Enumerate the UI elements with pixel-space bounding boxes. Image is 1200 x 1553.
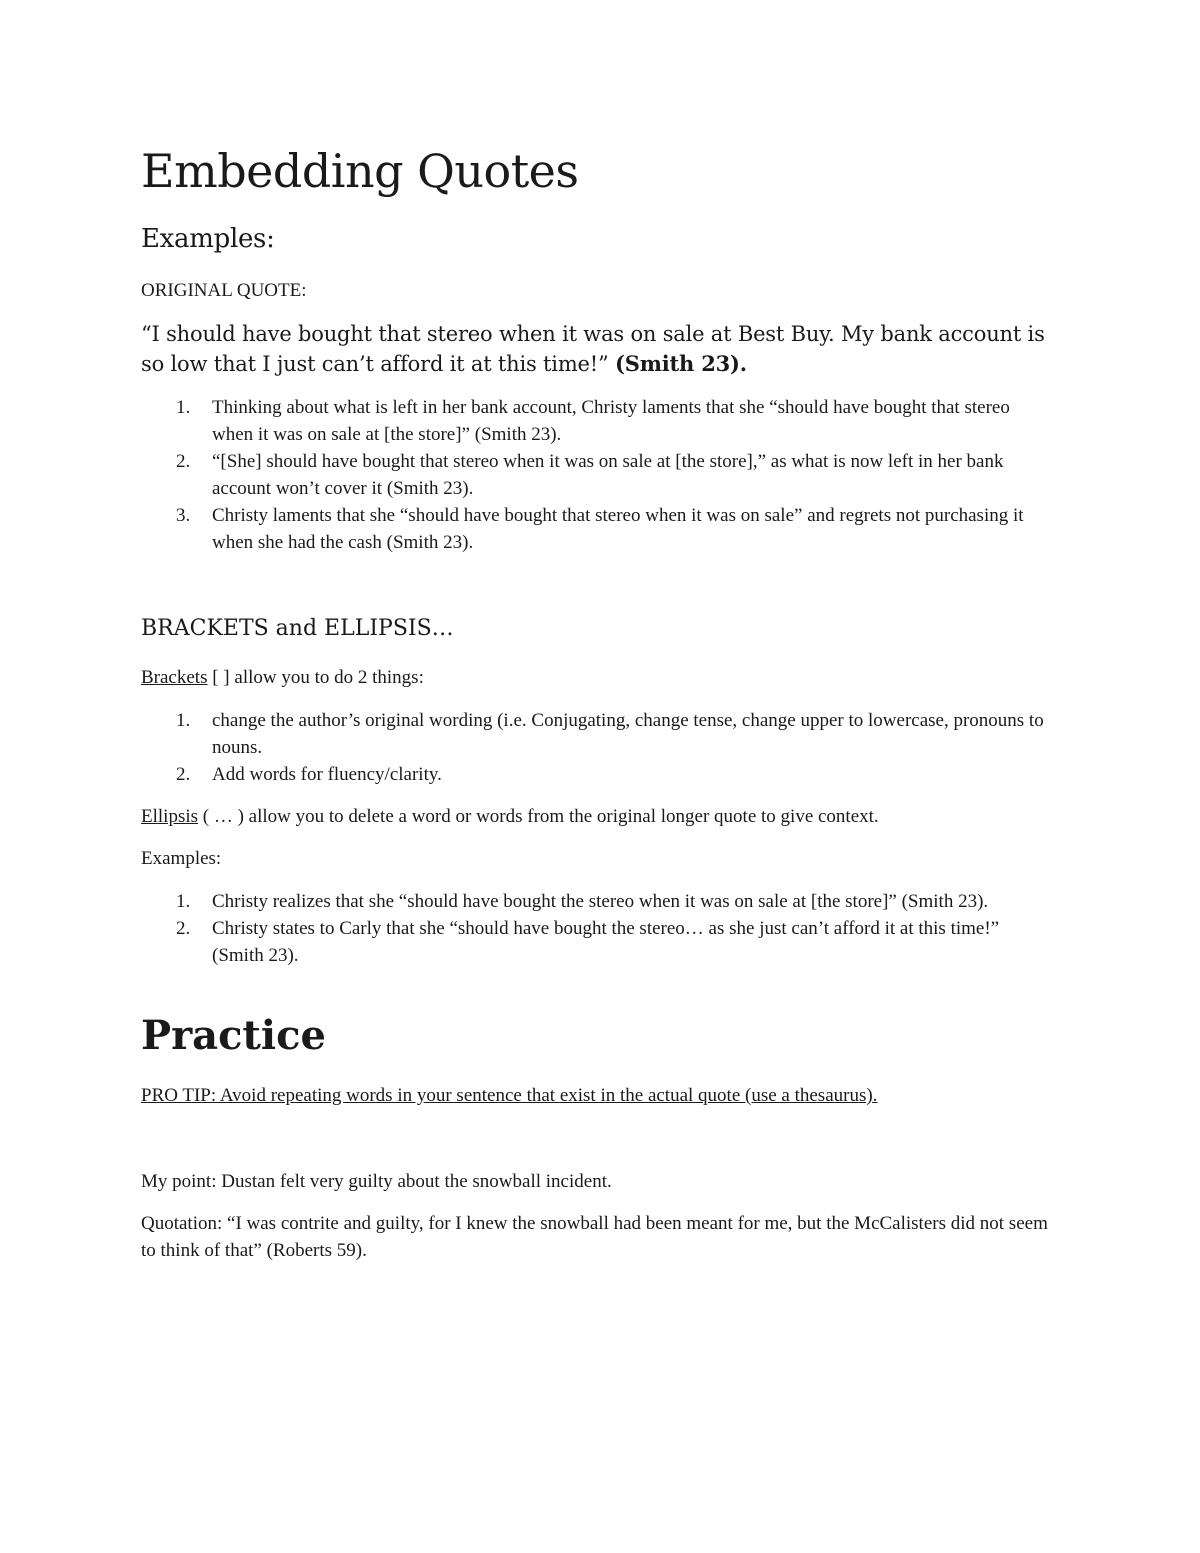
list-number: 1. [176,891,191,912]
list-item [141,915,1051,969]
practice-heading: Practice [141,1012,326,1059]
list-item [141,394,1051,448]
list-item [141,707,1051,761]
original-quote-label: ORIGINAL QUOTE: [141,280,307,301]
list-item [141,761,1051,788]
ellipsis-examples-list [141,888,1051,969]
my-point-label: My [141,1171,168,1192]
quotation: Quotation: “I was contrite and guilty, for I knew the snowball had been meant for me, but the McCalisters did not seem to think of that” (Roberts 59). [141,1213,1048,1261]
list-item-text: Add words for fluency/clarity. [212,764,442,785]
pro-tip: PRO TIP: Avoid repeating words in your sentence that exist in the actual quote (use a thesaurus). [141,1085,878,1106]
my-point [141,1168,1061,1195]
original-quote-citation: (Smith 23). [615,351,747,376]
list-item-text: change the author’s original wording (i.e. Conjugating, change tense, change upper to lowercase, pronouns to nouns. [212,710,1044,758]
list-number: 2. [176,764,191,785]
list-item [141,448,1051,502]
examples-heading: Examples: [141,224,275,254]
list-item-text: Thinking about what is left in her bank account, Christy laments that she “should have bought that stereo when it was on sale at [the store]” (Smith 23). [212,397,1010,445]
original-quote [141,320,1061,379]
list-item [141,888,1051,915]
list-number: 2. [176,918,191,939]
brackets-term: Brackets [141,667,208,688]
list-number: 1. [176,397,191,418]
list-number: 3. [176,505,191,526]
examples-list [141,394,1051,556]
list-number: 2. [176,451,191,472]
list-item-text: “[She] should have bought that stereo when it was on sale at [the store],” as what is now left in her bank account won’t cover it (Smith 23). [212,451,1004,499]
my-point-text: point: Dustan felt very guilty about the snowball incident. [167,1171,612,1192]
list-item-text: Christy realizes that she “should have bought the stereo when it was on sale at [the store]” (Smith 23). [212,891,989,912]
original-quote-text: “I should have bought that stereo when it was on sale at Best Buy. My bank account is so low that I just can’t afford it at this time!” [141,322,1045,376]
list-item [141,502,1051,556]
brackets-ellipsis-heading: BRACKETS and ELLIPSIS… [141,616,454,641]
ellipsis-text: ( … ) allow you to delete a word or words from the original longer quote to give context. [198,806,879,827]
examples-label: Examples: [141,848,222,869]
page-title: Embedding Quotes [141,144,579,198]
brackets-list [141,707,1051,788]
list-item-text: Christy states to Carly that she “should have bought the stereo… as she just can’t afford it at this time!” (Smith 23). [212,918,1000,966]
brackets-description [141,664,1061,691]
list-number: 1. [176,710,191,731]
ellipsis-description [141,803,1061,830]
list-item-text: Christy laments that she “should have bought that stereo when it was on sale” and regrets not purchasing it when she had the cash (Smith 23). [212,505,1024,553]
brackets-text: [ ] allow you to do 2 things: [207,667,424,688]
ellipsis-term: Ellipsis [141,806,199,827]
